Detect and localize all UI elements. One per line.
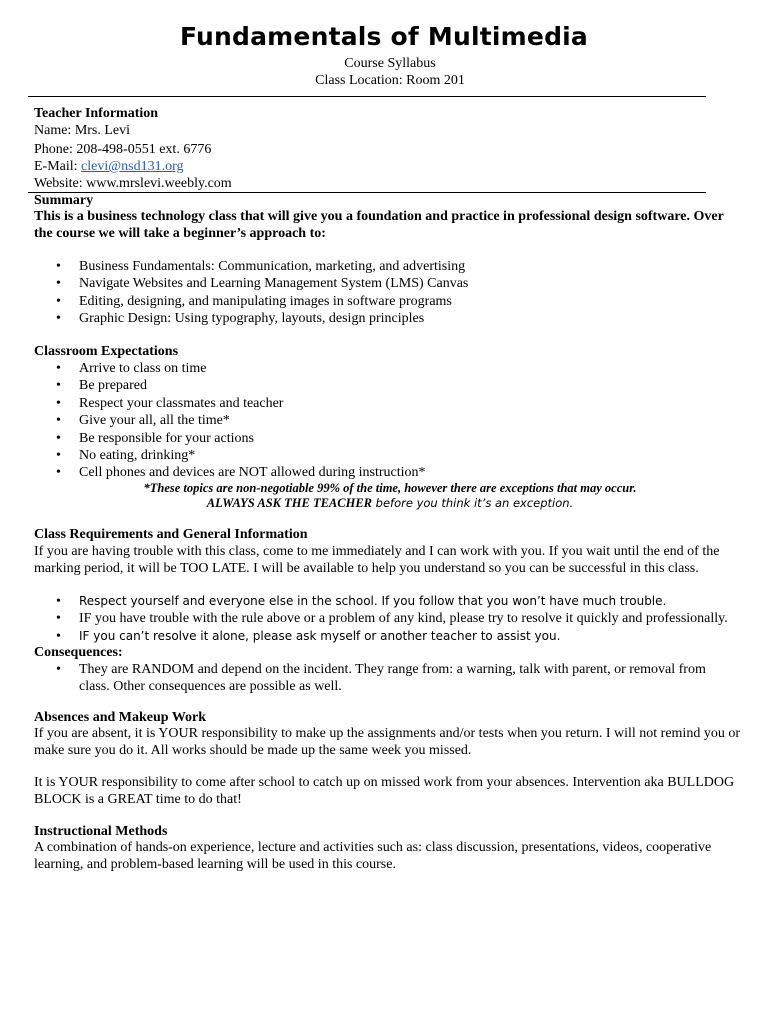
bullet-icon: • bbox=[56, 293, 61, 309]
bullet-icon: • bbox=[56, 594, 61, 609]
expectations-note: *These topics are non-negotiable 99% of the time, however there are exceptions that may occur. bbox=[143, 481, 637, 495]
list-item: • Respect yourself and everyone else in the school. If you follow that you won’t have much trouble. bbox=[56, 594, 667, 609]
methods-heading: Instructional Methods bbox=[34, 824, 168, 839]
requirements-heading: Class Requirements and General Information bbox=[34, 527, 308, 542]
absences-paragraph-1: If you are absent, it is YOUR responsibility to make up the assignments and/or tests when you return. I will not remind you or make sure you do it. All works should be made up the same week you missed. bbox=[34, 726, 740, 758]
methods-paragraph: A combination of hands-on experience, lecture and activities such as: class discussion, presentations, videos, cooperative learning, and problem-based learning will be used in this course. bbox=[34, 840, 712, 872]
bullet-icon: • bbox=[56, 413, 61, 429]
bullet-icon: • bbox=[56, 361, 61, 376]
top-divider bbox=[28, 96, 706, 97]
list-item: • Graphic Design: Using typography, layouts, design principles bbox=[56, 311, 425, 327]
consequences-list bbox=[34, 661, 744, 696]
teacher-website: Website: www.mrslevi.weebly.com bbox=[34, 176, 232, 191]
bullet-icon: • bbox=[56, 311, 61, 327]
absences-heading: Absences and Makeup Work bbox=[34, 710, 207, 725]
list-item: • Navigate Websites and Learning Management System (LMS) Canvas bbox=[56, 276, 469, 292]
bullet-icon: • bbox=[56, 259, 61, 274]
bullet-icon: • bbox=[56, 628, 61, 644]
list-item: • Arrive to class on time bbox=[56, 361, 207, 376]
teacher-name: Name: Mrs. Levi bbox=[34, 123, 131, 138]
list-item: • IF you have trouble with the rule above or a problem of any kind, please try to resolve it quickly and professionally. bbox=[56, 611, 728, 627]
bullet-icon: • bbox=[56, 430, 61, 446]
expectations-heading: Classroom Expectations bbox=[34, 344, 179, 359]
summary-intro: This is a business technology class that will give you a foundation and practice in professional design software. Over the course we will take a beginner’s approach to: bbox=[34, 209, 724, 241]
email-label: E-Mail: bbox=[34, 159, 82, 174]
document-title: Fundamentals of Multimedia bbox=[179, 22, 589, 51]
list-item: • No eating, drinking* bbox=[56, 448, 196, 464]
bullet-icon: • bbox=[56, 662, 61, 677]
summary-list bbox=[34, 258, 744, 328]
list-item: • Give your all, all the time* bbox=[56, 413, 230, 429]
teacher-email bbox=[34, 158, 184, 175]
class-location: Class Location: Room 201 bbox=[315, 73, 465, 88]
list-item: • They are RANDOM and depend on the incident. They range from: a warning, talk with parent, or removal from class. Other consequences are possible as well. bbox=[56, 662, 706, 695]
bullet-icon: • bbox=[56, 276, 61, 292]
list-item: • Editing, designing, and manipulating images in software programs bbox=[56, 293, 452, 309]
list-item: • Be responsible for your actions bbox=[56, 430, 254, 446]
expectations-list bbox=[34, 360, 744, 482]
expectations-note-2: ALWAYS ASK THE TEACHER before you think it’s an exception. bbox=[206, 496, 574, 510]
bullet-icon: • bbox=[56, 611, 61, 627]
bullet-icon: • bbox=[56, 378, 61, 394]
requirements-paragraph: If you are having trouble with this class, come to me immediately and I can work with you. If you wait until the end of the marking period, it will be TOO LATE. I will be available to help you understand so you can be successful in this class. bbox=[34, 544, 720, 576]
bullet-icon: • bbox=[56, 465, 61, 481]
list-item: • IF you can’t resolve it alone, please ask myself or another teacher to assist you. bbox=[56, 628, 561, 644]
bullet-icon: • bbox=[56, 448, 61, 464]
list-item: • Be prepared bbox=[56, 378, 148, 394]
bullet-icon: • bbox=[56, 395, 61, 411]
list-item: • Cell phones and devices are NOT allowed during instruction* bbox=[56, 465, 426, 481]
document-subtitle: Course Syllabus bbox=[344, 56, 436, 71]
summary-divider bbox=[28, 192, 706, 193]
list-item: • Respect your classmates and teacher bbox=[56, 395, 284, 411]
teacher-phone: Phone: 208-498-0551 ext. 6776 bbox=[34, 142, 212, 157]
summary-heading: Summary bbox=[34, 193, 94, 208]
teacher-info-heading: Teacher Information bbox=[34, 106, 159, 121]
requirements-list bbox=[34, 593, 744, 645]
absences-paragraph-2: It is YOUR responsibility to come after school to catch up on missed work from your absences. Intervention aka BULLDOG BLOCK is a GREAT time to do that! bbox=[34, 775, 735, 807]
email-link[interactable]: clevi@nsd131.org bbox=[81, 159, 184, 174]
consequences-heading: Consequences: bbox=[34, 645, 123, 660]
list-item: • Business Fundamentals: Communication, marketing, and advertising bbox=[56, 259, 466, 274]
